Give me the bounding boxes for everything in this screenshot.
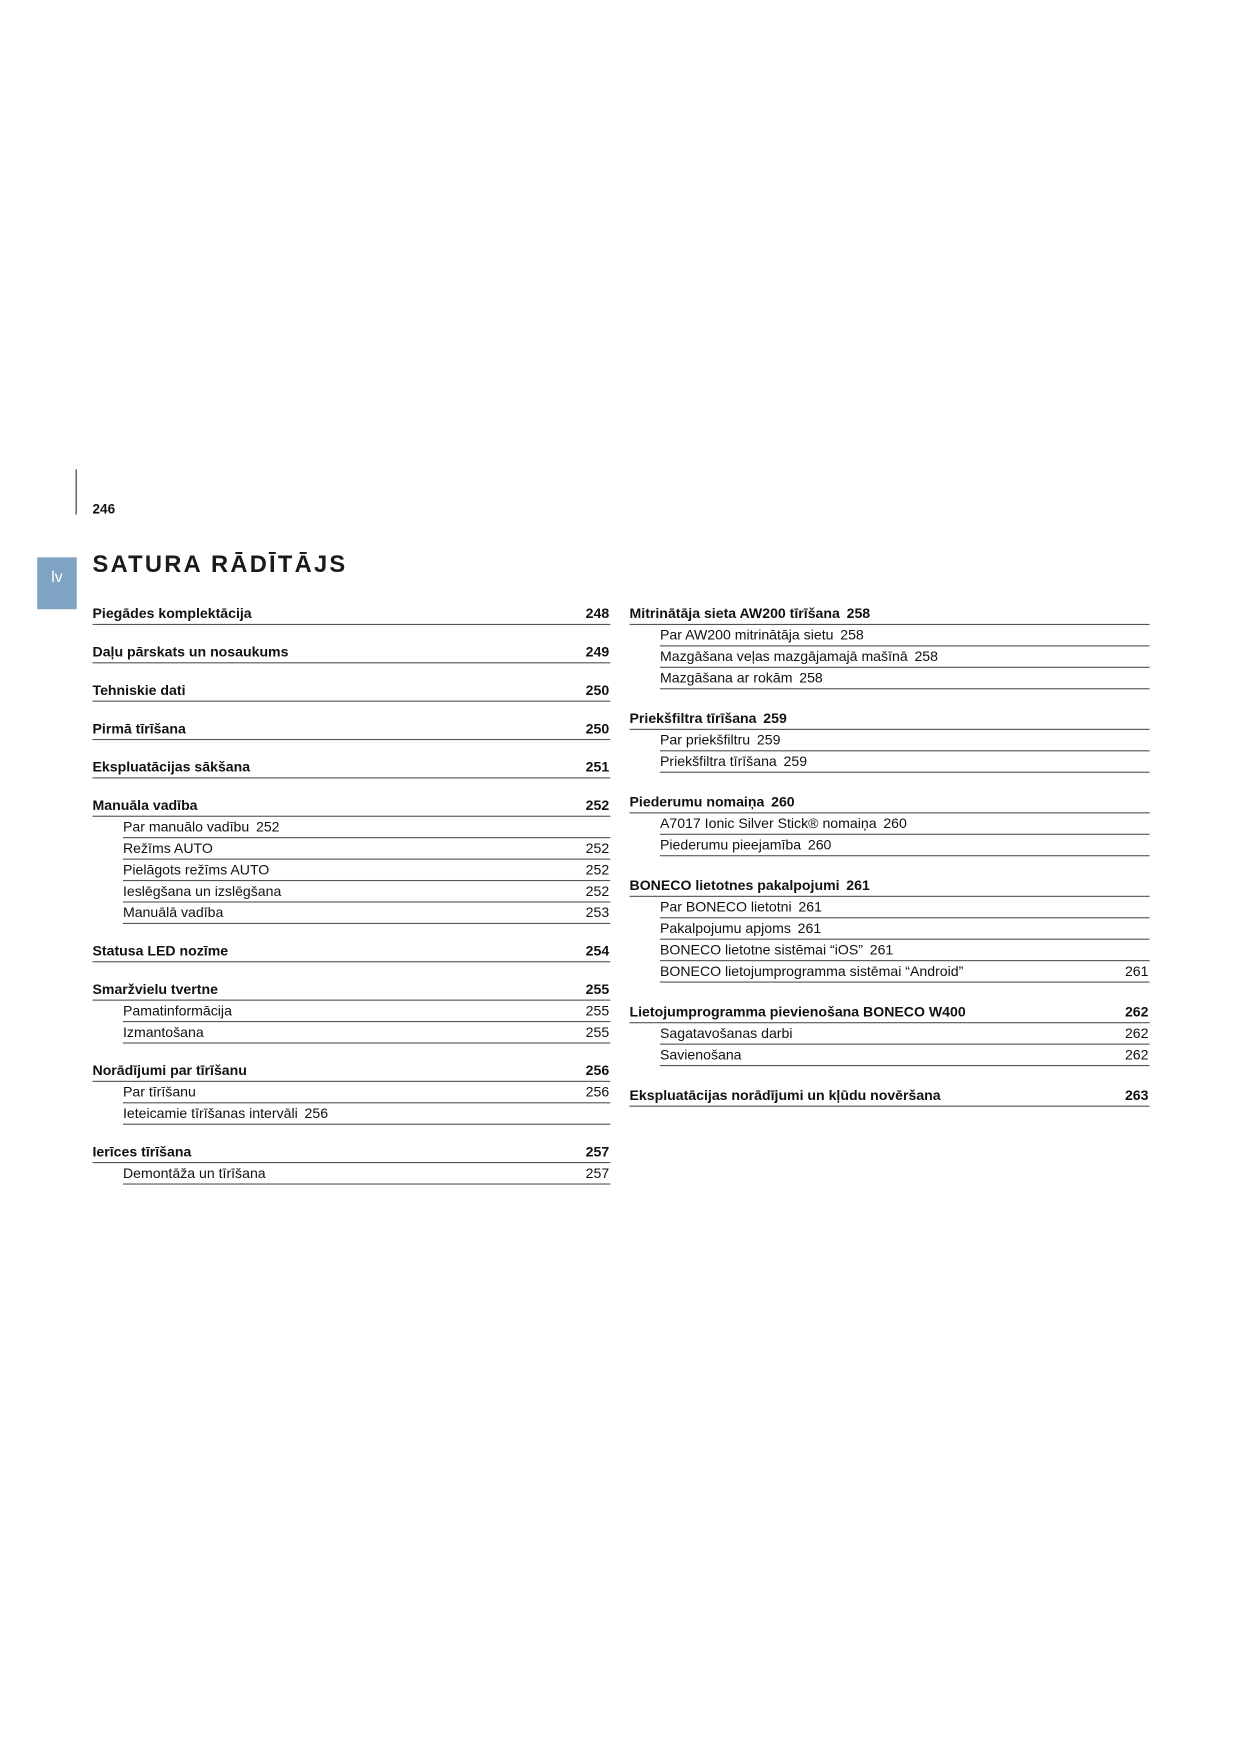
- section-gap: [93, 924, 611, 941]
- toc-page-number: 252: [585, 797, 610, 814]
- toc-page-number: 257: [585, 1165, 610, 1182]
- toc-item-row[interactable]: [660, 625, 1150, 646]
- toc-section-row[interactable]: [93, 757, 611, 778]
- toc-item-row[interactable]: [660, 940, 1150, 961]
- toc-section-row[interactable]: [93, 1142, 611, 1163]
- toc-page-number: 257: [585, 1143, 610, 1160]
- toc-item-label: Izmantošana: [122, 1024, 204, 1041]
- toc-page-number: 255: [585, 1002, 610, 1019]
- toc-section-row[interactable]: [630, 708, 1150, 729]
- toc-page-number: 258: [799, 670, 823, 686]
- toc-item-label: Piederumu pieejamība 260: [659, 837, 832, 853]
- toc-item-label: Režīms AUTO: [122, 840, 213, 857]
- toc-section-title: Ierīces tīrīšana: [92, 1143, 192, 1160]
- toc-section-title: Priekšfiltra tīrīšana 259: [629, 710, 787, 727]
- toc-item-row[interactable]: [123, 1082, 610, 1103]
- toc-section-title: Tehniskie dati: [92, 682, 186, 699]
- toc-page-number: 248: [585, 605, 610, 622]
- toc-section-title: Ekspluatācijas sākšana: [92, 759, 251, 776]
- toc-right-column: [630, 604, 1150, 1107]
- toc-page-number: 261: [798, 899, 822, 915]
- toc-item-row[interactable]: [123, 1022, 610, 1043]
- toc-item-row[interactable]: [123, 817, 610, 838]
- toc-section-row[interactable]: [93, 642, 611, 663]
- toc-section-row[interactable]: [93, 795, 611, 816]
- toc-item-label: Par manuālo vadību 252: [122, 819, 280, 835]
- toc-page-number: 258: [846, 605, 871, 622]
- section-gap: [93, 1125, 611, 1142]
- toc-item-row[interactable]: [660, 751, 1150, 772]
- toc-page-number: 262: [1124, 1004, 1149, 1020]
- section-gap: [630, 773, 1150, 792]
- language-tab: lv: [37, 557, 76, 609]
- section-gap: [630, 1066, 1150, 1085]
- toc-page-number: 252: [585, 883, 610, 900]
- toc-item-label: Mazgāšana veļas mazgājamajā mašīnā 258: [659, 648, 938, 665]
- toc-item-label: BONECO lietotne sistēmai “iOS” 261: [659, 942, 894, 958]
- toc-section-title: Daļu pārskats un nosaukums: [92, 644, 289, 660]
- toc-section: [93, 1060, 611, 1124]
- toc-item-row[interactable]: [123, 860, 610, 881]
- toc-page-number: 263: [1124, 1087, 1149, 1104]
- toc-page-number: 259: [783, 753, 808, 770]
- toc-item-row[interactable]: [660, 897, 1150, 918]
- toc-page-number: 261: [797, 920, 822, 937]
- margin-rule: [76, 469, 77, 514]
- toc-page-number: 260: [883, 815, 907, 832]
- toc-section-row[interactable]: [93, 1060, 611, 1081]
- toc-page-number: 258: [840, 627, 864, 644]
- toc-title: SATURA RĀDĪTĀJS: [92, 551, 348, 578]
- toc-section-title: Piegādes komplektācija: [92, 605, 252, 622]
- toc-item-label: Pakalpojumu apjoms 261: [659, 920, 822, 937]
- toc-item-label: Sagatavošanas darbi: [659, 1025, 793, 1042]
- toc-page-number: 253: [585, 904, 610, 921]
- toc-page-number: 252: [585, 840, 610, 857]
- toc-page-number: 250: [585, 720, 610, 737]
- section-gap: [93, 778, 611, 795]
- toc-page-number: 260: [771, 794, 795, 811]
- toc-page-number: 256: [585, 1062, 610, 1079]
- toc-page-number: 250: [585, 682, 610, 699]
- toc-item-label: Pamatinformācija: [122, 1002, 232, 1019]
- toc-section-title: Statusa LED nozīme: [92, 943, 229, 959]
- toc-item-row[interactable]: [123, 903, 610, 924]
- section-gap: [93, 962, 611, 979]
- toc-page-number: 261: [1124, 963, 1149, 980]
- toc-section: [93, 757, 611, 778]
- toc-section: [93, 642, 611, 663]
- toc-section: [630, 1002, 1150, 1066]
- toc-section: [630, 604, 1150, 690]
- section-gap: [93, 625, 611, 642]
- toc-section-title: Mitrinātāja sieta AW200 tīrīšana 258: [629, 605, 871, 622]
- toc-section-title: Manuāla vadība: [92, 797, 198, 814]
- toc-page-number: 255: [585, 981, 610, 998]
- toc-section: [93, 719, 611, 740]
- toc-page-number: 262: [1124, 1025, 1149, 1042]
- toc-item-label: BONECO lietojumprogramma sistēmai “Android”: [659, 963, 964, 980]
- toc-item-row[interactable]: [123, 1103, 610, 1124]
- toc-item-row[interactable]: [123, 1163, 610, 1184]
- toc-item-row[interactable]: [660, 961, 1150, 982]
- toc-section-title: Pirmā tīrīšana: [92, 720, 186, 737]
- toc-page-number: 261: [846, 877, 870, 894]
- section-gap: [93, 663, 611, 680]
- toc-item-label: Par AW200 mitrinātāja sietu 258: [659, 627, 864, 644]
- toc-item-row[interactable]: [660, 1045, 1150, 1066]
- toc-page-number: 251: [585, 759, 610, 776]
- toc-page-number: 255: [585, 1024, 610, 1041]
- toc-section-row[interactable]: [630, 604, 1150, 625]
- toc-item-label: Priekšfiltra tīrīšana 259: [659, 753, 808, 770]
- section-gap: [93, 702, 611, 719]
- toc-item-row[interactable]: [660, 835, 1150, 856]
- toc-section-title: Piederumu nomaiņa 260: [629, 794, 795, 811]
- toc-section: [630, 792, 1150, 856]
- toc-page-number: 256: [585, 1084, 610, 1100]
- page-number: 246: [92, 500, 116, 517]
- toc-page-number: 249: [585, 644, 610, 660]
- section-gap: [630, 689, 1150, 708]
- section-gap: [93, 740, 611, 757]
- toc-page-number: 262: [1124, 1046, 1149, 1063]
- toc-section-row[interactable]: [93, 979, 611, 1000]
- toc-section: [93, 979, 611, 1043]
- toc-item-row[interactable]: [660, 730, 1150, 751]
- toc-item-label: Par BONECO lietotni 261: [659, 899, 822, 915]
- toc-section: [93, 1142, 611, 1185]
- toc-page-number: 259: [756, 732, 781, 748]
- toc-page-number: 259: [763, 710, 787, 727]
- toc-item-label: Par priekšfiltru 259: [659, 732, 781, 748]
- toc-section-row[interactable]: [93, 719, 611, 740]
- toc-section: [630, 875, 1150, 982]
- toc-section: [93, 941, 611, 962]
- toc-page-number: 252: [585, 861, 610, 878]
- toc-item-row[interactable]: [660, 918, 1150, 939]
- toc-section-row[interactable]: [93, 680, 611, 701]
- toc-section-row[interactable]: [93, 941, 611, 962]
- toc-section-row[interactable]: [93, 604, 611, 625]
- toc-page-number: 258: [914, 648, 938, 665]
- toc-section-row[interactable]: [630, 792, 1150, 813]
- toc-page-number: 254: [585, 943, 610, 959]
- toc-section: [630, 1085, 1150, 1106]
- toc-item-label: Demontāža un tīrīšana: [122, 1165, 266, 1182]
- toc-section-title: Lietojumprogramma pievienošana BONECO W400: [629, 1004, 966, 1020]
- section-gap: [630, 856, 1150, 875]
- toc-left-column: [93, 604, 611, 1185]
- toc-item-row[interactable]: [123, 881, 610, 902]
- toc-section-title: Norādījumi par tīrīšanu: [92, 1062, 247, 1079]
- toc-section-row[interactable]: [630, 1002, 1150, 1023]
- toc-section: [93, 795, 611, 924]
- toc-section-title: Ekspluatācijas norādījumi un kļūdu novēršana: [629, 1087, 941, 1104]
- toc-item-label: Pielāgots režīms AUTO: [122, 861, 270, 878]
- toc-item-label: Par tīrīšanu: [122, 1084, 196, 1100]
- toc-page-number: 252: [255, 819, 280, 835]
- toc-section-title: Smaržvielu tvertne: [92, 981, 218, 998]
- toc-item-row[interactable]: [123, 1001, 610, 1022]
- toc-item-label: Manuālā vadība: [122, 904, 224, 921]
- toc-item-label: Ieslēgšana un izslēgšana: [122, 883, 282, 900]
- toc-item-label: Savienošana: [659, 1046, 742, 1063]
- toc-item-row[interactable]: [123, 838, 610, 859]
- toc-section: [93, 680, 611, 701]
- toc-section: [630, 708, 1150, 772]
- toc-section-row[interactable]: [630, 875, 1150, 896]
- toc-page-number: 256: [304, 1105, 329, 1122]
- toc-item-row[interactable]: [660, 646, 1150, 667]
- toc-page-number: 260: [807, 837, 832, 853]
- toc-item-label: A7017 Ionic Silver Stick® nomaiņa 260: [659, 815, 907, 832]
- toc-item-row[interactable]: [660, 1023, 1150, 1044]
- toc-item-label: Mazgāšana ar rokām 258: [659, 670, 823, 686]
- toc-section-title: BONECO lietotnes pakalpojumi 261: [629, 877, 870, 894]
- toc-section-row[interactable]: [630, 1085, 1150, 1106]
- toc-section: [93, 604, 611, 625]
- toc-item-row[interactable]: [660, 813, 1150, 834]
- toc-item-label: Ieteicamie tīrīšanas intervāli 256: [122, 1105, 329, 1122]
- section-gap: [93, 1044, 611, 1061]
- toc-page-number: 261: [869, 942, 894, 958]
- section-gap: [630, 983, 1150, 1002]
- toc-item-row[interactable]: [660, 668, 1150, 689]
